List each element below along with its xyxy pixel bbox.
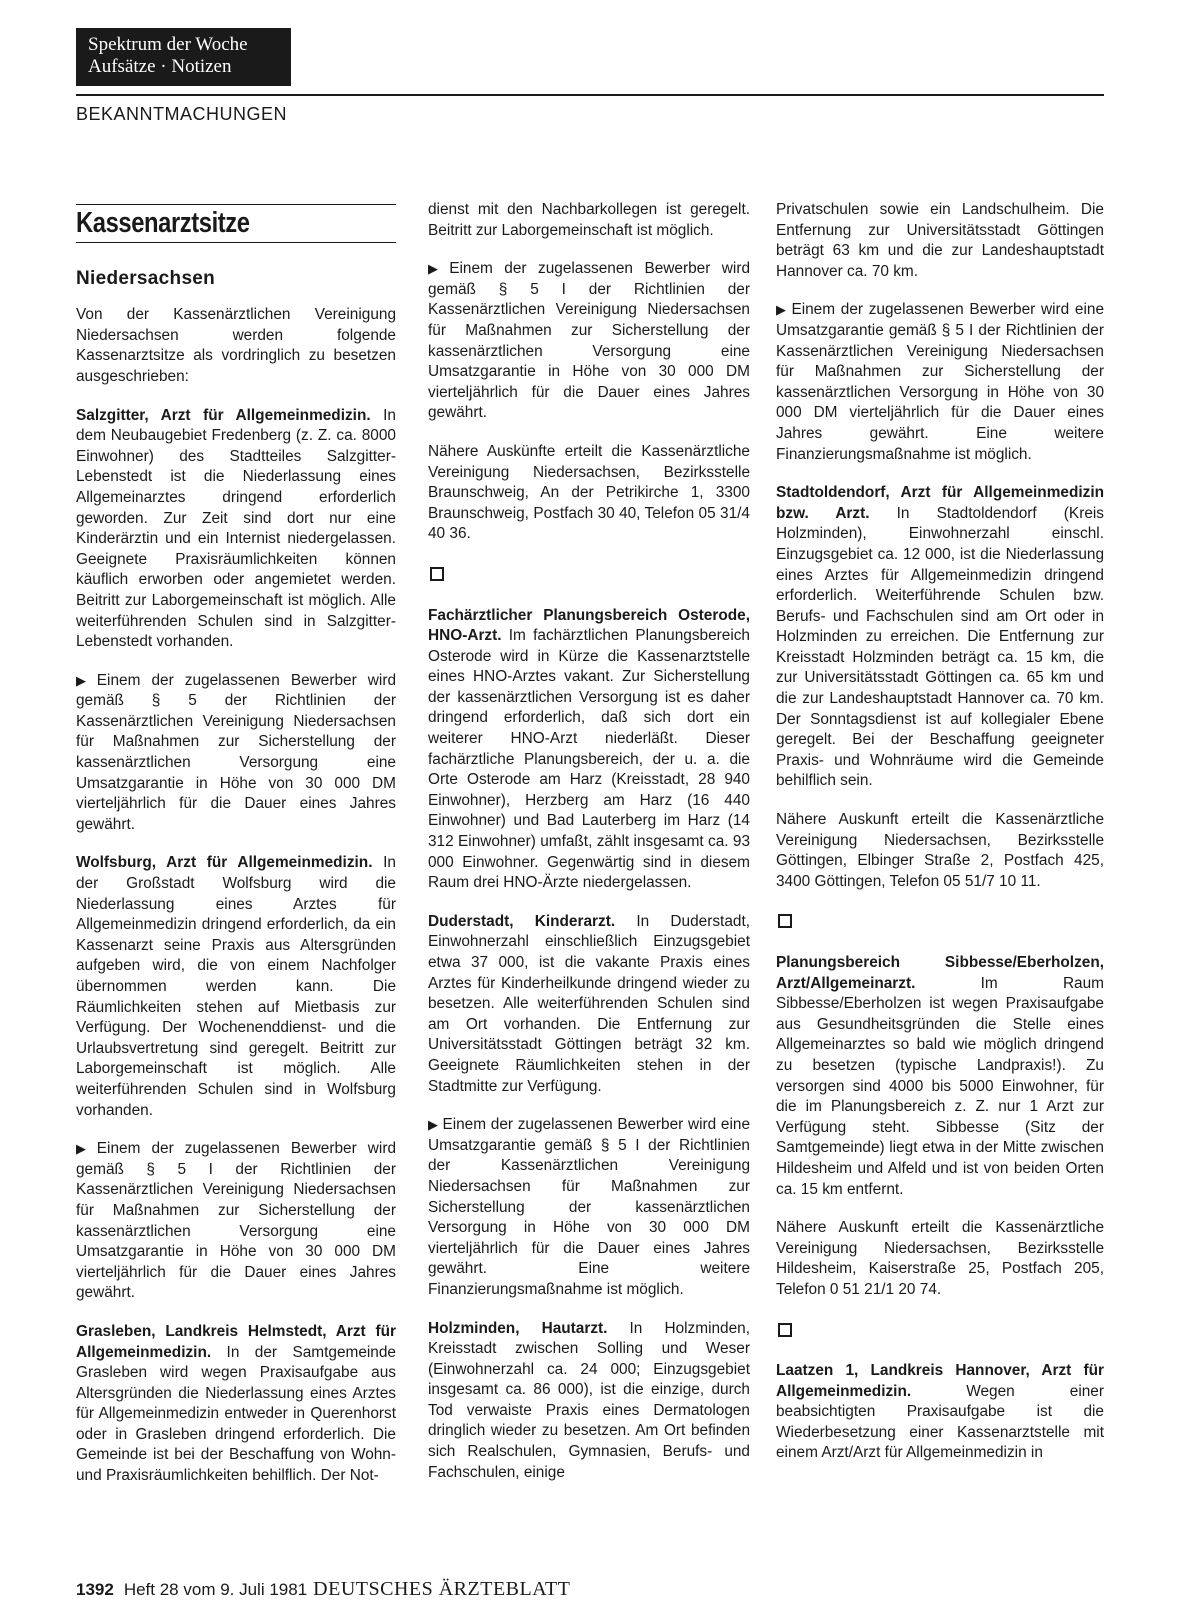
continued-paragraph: dienst mit den Nachbarkollegen ist geregelt. Beitritt zur Laborgemeinschaft ist möglich. xyxy=(428,201,750,239)
guarantee-paragraph xyxy=(76,1139,396,1304)
listing-head: Wolfsburg, Arzt für Allgemeinmedizin. xyxy=(76,854,373,872)
guarantee-text: Einem der zugelassenen Bewerber wird eine Umsatzgarantie gemäß § 5 I der Richtlinien der Kassenärztlichen Vereinigung Niedersachsen für Maßnahmen zur Sicherstellung der kassenärztlichen Versorgung in Höhe von 30 000 DM vierteljährlich für die Dauer eines Jahres gewährt. Eine weitere Finanzierungsmaßnahme ist möglich. xyxy=(428,1116,751,1298)
guarantee-paragraph xyxy=(428,259,750,424)
listing-text: In der Großstadt Wolfsburg wird die Niederlassung eines Arztes für Allgemeinmedizin dringend erforderlich, da ein Kassenarzt seine Praxis aus Altersgründen aufgeben wird, die von einem Nachfolger übernommen werden kann. Die Räumlichkeiten stehen auf Mietbasis zur Verfügung. Der Wochenenddienst- und die Urlaubsvertretung sind geregelt. Beitritt zur Laborgemeinschaft ist möglich. Alle weiterführenden Schulen sind in Wolfsburg vorhanden. xyxy=(76,854,396,1119)
triangle-right-icon: ▶ xyxy=(76,672,93,688)
listing-text: Wegen einer beabsichtigten Praxisaufgabe ist die Wiederbesetzung einer Kassenarztstelle mit einem Arzt/Arzt für Allgemeinmedizin in xyxy=(776,1382,1104,1462)
contact-paragraph: Nähere Auskünfte erteilt die Kassenärztliche Vereinigung Niedersachsen, Bezirksstelle Braunschweig, An der Petrikirche 1, 3300 Braunschweig, Postfach 30 40, Telefon 05 31/4 40 36. xyxy=(428,442,750,543)
continued-paragraph: Privatschulen sowie ein Landschulheim. Die Entfernung zur Universitätsstadt Göttingen beträgt 63 km und die zur Landeshauptstadt Hannover ca. 70 km. xyxy=(776,201,1104,280)
contact-paragraph: Nähere Auskunft erteilt die Kassenärztliche Vereinigung Niedersachsen, Bezirksstelle Hildesheim, Kaiserstraße 25, Postfach 205, Telefon 0 51 21/1 20 74. xyxy=(776,1219,1104,1298)
listing-head: Planungsbereich Sibbesse/Eberholzen, Arzt/Allgemeinarzt. xyxy=(776,954,1104,992)
listing-laatzen xyxy=(776,1361,1104,1464)
section-label-line1: Spektrum der Woche xyxy=(88,34,248,55)
empty-square-icon xyxy=(778,1323,792,1337)
section-label-line2: Aufsätze · Notizen xyxy=(88,56,232,77)
triangle-right-icon: ▶ xyxy=(428,1117,439,1133)
guarantee-text: Einem der zugelassenen Bewerber wird gemäß § 5 I der Richtlinien der Kassenärztlichen Vereinigung Niedersachsen für Maßnahmen zur Sicherstellung der kassenärztlichen Versorgung eine Umsatzgarantie in Höhe von 30 000 DM vierteljährlich für die Dauer eines Jahres gewährt. xyxy=(76,1140,397,1302)
guarantee-text: Einem der zugelassenen Bewerber wird eine Umsatzgarantie gemäß § 5 I der Richtlinien der Kassenärztlichen Vereinigung Niedersachsen für Maßnahmen zur Sicherstellung der kassenärztlichen Versorgung in Höhe von 30 000 DM vierteljährlich für die Dauer eines Jahres gewährt. Eine weitere Finanzierungsmaßnahme ist möglich. xyxy=(776,301,1105,463)
guarantee-paragraph xyxy=(776,300,1104,465)
empty-square-icon xyxy=(778,914,792,928)
column-2 xyxy=(428,200,750,1501)
listing-duderstadt xyxy=(428,912,750,1097)
journal-name: DEUTSCHES ÄRZTEBLATT xyxy=(313,1578,571,1600)
listing-wolfsburg xyxy=(76,853,396,1121)
listing-sibbesse xyxy=(776,953,1104,1200)
listing-stadtoldendorf xyxy=(776,483,1104,792)
listing-osterode xyxy=(428,606,750,894)
listing-salzgitter xyxy=(76,406,396,653)
title-rule-bottom xyxy=(76,242,396,243)
listing-head: Holzminden, Hautarzt. xyxy=(428,1319,608,1337)
listing-grasleben xyxy=(76,1322,396,1487)
listing-text: Im Raum Sibbesse/Eberholzen ist wegen Praxisaufgabe aus Gesundheitsgründen die Stelle eines Allgemeinarztes so bald wie möglich dringend zu besetzen (typische Landpraxis!). Zu versorgen sind 4000 bis 5000 Einwohner, für die im Planungsbereich z. Z. nur 1 Arzt zur Verfügung steht. Sibbesse (Sitz der Samtgemeinde) liegt etwa in der Mitte zwischen Hildesheim und Alfeld und ist von beiden Orten ca. 15 km entfernt. xyxy=(776,974,1104,1198)
listing-head: Salzgitter, Arzt für Allgemeinmedizin. xyxy=(76,406,371,424)
listing-head: Duderstadt, Kinderarzt. xyxy=(428,912,616,930)
listing-head: Grasleben, Landkreis Helmstedt, Arzt für Allgemeinmedizin. xyxy=(76,1322,396,1361)
region-heading: Niedersachsen xyxy=(76,267,216,289)
listing-text: In Duderstadt, Einwohnerzahl einschließlich Einzugsgebiet etwa 37 000, ist die vakante Praxis eines Arztes für Kinderheilkunde dringend wieder zu besetzen. Alle weiterführenden Schulen sind am Ort vorhanden. Die Entfernung zur Universitätsstadt Göttingen beträgt 32 km. Geeignete Räumlichkeiten stehen in der Stadtmitte zur Verfügung. xyxy=(428,912,750,1095)
page-number: 1392 xyxy=(76,1580,114,1599)
category-heading: BEKANNTMACHUNGEN xyxy=(76,104,288,124)
guarantee-text: Einem der zugelassenen Bewerber wird gemäß § 5 I der Richtlinien der Kassenärztlichen Vereinigung Niedersachsen für Maßnahmen zur Sicherstellung der kassenärztlichen Versorgung eine Umsatzgarantie in Höhe von 30 000 DM vierteljährlich für die Dauer eines Jahres gewährt. xyxy=(428,260,751,422)
article-title: Kassenarztsitze xyxy=(76,207,250,239)
column-1 xyxy=(76,204,396,1505)
section-label xyxy=(76,28,291,86)
listing-text: In der Samtgemeinde Grasleben wird wegen Praxisaufgabe aus Altersgründen die Niederlassung eines Arztes für Allgemeinmedizin entweder in Querenhorst oder in Grasleben dringend erforderlich. Die Gemeinde ist bei der Beschaffung von Wohn- und Praxisräumlichkeiten behilflich. Der Not- xyxy=(76,1343,396,1485)
guarantee-paragraph xyxy=(428,1115,750,1300)
guarantee-paragraph xyxy=(76,671,396,836)
listing-text: In Holzminden, Kreisstadt zwischen Solling und Weser (Einwohnerzahl ca. 24 000; Einzugsgebiet insgesamt ca. 86 000), ist die einzige, durch Tod verwaiste Praxis eines Dermatologen dringlich wieder zu besetzen. Am Ort befinden sich Realschulen, Gymnasien, Berufs- und Fachschulen, einige xyxy=(428,1319,751,1481)
intro-paragraph: Von der Kassenärztlichen Vereinigung Niedersachsen werden folgende Kassenarztsitze als vordringlich zu besetzen ausgeschrieben: xyxy=(76,306,396,385)
listing-text: In dem Neubaugebiet Fredenberg (z. Z. ca. 8000 Einwohner) des Stadtteiles Salzgitter-Lebenstedt ist die Niederlassung eines Allgemeinarztes dringend erforderlich geworden. Zur Zeit sind dort nur eine Kinderärztin und ein Internist niedergelassen. Geeignete Praxisräumlichkeiten können käuflich erworben oder angemietet werden. Beitritt zur Laborgemeinschaft ist möglich. Alle weiterführenden Schulen sind in Salzgitter-Lebenstedt vorhanden. xyxy=(76,406,396,651)
issue-info: Heft 28 vom 9. Juli 1981 xyxy=(123,1580,308,1599)
empty-square-icon xyxy=(430,567,444,581)
header-rule xyxy=(76,94,1104,96)
listing-text: Im fachärztlichen Planungsbereich Osterode wird in Kürze die Kassenarztstelle eines HNO-Arztes vakant. Zur Sicherstellung der kassenärztlichen Versorgung ist es daher dringend erforderlich, daß sich dort ein weiterer HNO-Arzt niederläßt. Dieser fachärztliche Planungsbereich, der u. a. die Orte Osterode am Harz (Kreisstadt, 28 940 Einwohner), Herzberg am Harz (16 440 Einwohner) und Bad Lauterberg im Harz (14 312 Einwohner) umfaßt, zählt insgesamt ca. 93 000 Einwohner. Gegenwärtig sind in diesem Raum drei HNO-Ärzte niedergelassen. xyxy=(428,627,750,892)
triangle-right-icon: ▶ xyxy=(776,302,788,318)
triangle-right-icon: ▶ xyxy=(428,261,446,277)
listing-head: Fachärztlicher Planungsbereich Osterode, HNO-Arzt. xyxy=(428,606,750,645)
triangle-right-icon: ▶ xyxy=(76,1141,93,1157)
listing-head: Stadtoldendorf, Arzt für Allgemeinmedizin bzw. Arzt. xyxy=(776,484,1104,522)
column-3 xyxy=(776,200,1104,1482)
page-footer xyxy=(76,1578,570,1601)
guarantee-text: Einem der zugelassenen Bewerber wird gemäß § 5 der Richtlinien der Kassenärztlichen Vereinigung Niedersachsen für Maßnahmen zur Sicherstellung der kassenärztlichen Versorgung eine Umsatzgarantie in Höhe von 30 000 DM vierteljährlich für die Dauer eines Jahres gewährt. xyxy=(76,671,397,833)
listing-holzminden xyxy=(428,1319,750,1484)
listing-head: Laatzen 1, Landkreis Hannover, Arzt für Allgemeinmedizin. xyxy=(776,1362,1104,1400)
listing-text: In Stadtoldendorf (Kreis Holzminden), Einwohnerzahl einschl. Einzugsgebiet ca. 12 000, ist die Niederlassung eines Arztes für Allgemeinmedizin dringend erforderlich. Weiterführende Schulen bzw. Berufs- und Fachschulen sind am Ort oder in Holzminden zu erreichen. Die Entfernung zur Kreisstadt Holzminden beträgt ca. 15 km, die zur Universitätsstadt Göttingen ca. 65 km und die zur Landeshauptstadt Hannover ca. 70 km. Der Sonntagsdienst ist auf kollegialer Ebene geregelt. Bei der Beschaffung geeigneter Praxis- und Wohnräume wird die Gemeinde behilflich sein. xyxy=(776,504,1104,790)
title-rule-top xyxy=(76,204,396,205)
contact-paragraph: Nähere Auskunft erteilt die Kassenärztliche Vereinigung Niedersachsen, Bezirksstelle Göttingen, Elbinger Straße 2, Postfach 425, 3400 Göttingen, Telefon 05 51/7 10 11. xyxy=(776,811,1104,890)
